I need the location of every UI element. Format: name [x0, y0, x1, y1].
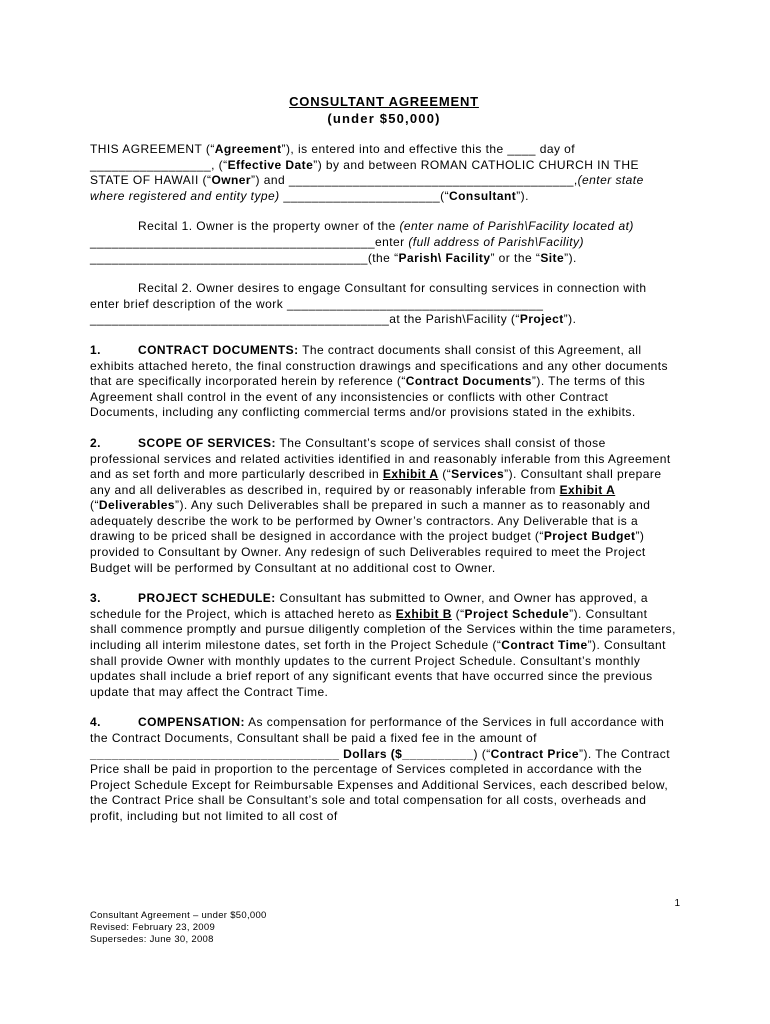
intro-text: ”) and ________________________________________, [251, 173, 578, 188]
section-number: 1. [90, 342, 101, 357]
section-heading: PROJECT SCHEDULE: [138, 591, 276, 606]
page-number: 1 [674, 898, 680, 909]
exhibit-reference: Exhibit A [559, 482, 616, 497]
intro-text: ”) by and between ROMAN CATHOLIC CHURCH IN THE STATE OF HAWAII (“ [90, 157, 639, 188]
intro-text: ”). [516, 188, 529, 203]
section-term: Contract Price [490, 746, 579, 761]
section-text: ”). The terms of this Agreement shall control in the event of any inconsistencies or conflicts with other Contract Documents, including any conflicting commercial terms and/or provisions stated in the exhibits. [90, 374, 646, 420]
section-text: ”). The Contract Price shall be paid in proportion to the percentage of Services completed in accordance with the Project Schedule Except for Reimbursable Expenses and Additional Services, each described below, the Contract Price shall be Consultant’s sole and total compensation for all costs, overheads and profit, including but not limited to all cost of [90, 746, 671, 823]
spacer [90, 328, 678, 343]
spacer [90, 576, 678, 591]
spacer [90, 421, 678, 436]
section-text: ”). Consultant shall provide Owner with monthly updates to the current Project Schedule. Consultant’s monthly updates shall include a brief report of any significant events that have occurred since the previous update that may affect the Contract Time. [90, 638, 666, 699]
recital-instruction: (full address of Parish\Facility) [408, 234, 584, 249]
recital-instruction: (enter name of Parish\Facility located at) [399, 219, 634, 234]
recital-term-project: Project [519, 312, 564, 327]
section-text: (“ [90, 498, 99, 513]
section-text: Consultant has submitted to Owner, and Owner has approved, a schedule for the Project, which is attached hereto as [90, 591, 648, 621]
section-2 [90, 436, 678, 576]
section-heading: SCOPE OF SERVICES: [138, 435, 276, 450]
section-3 [90, 591, 678, 700]
section-term: Contract Documents [405, 374, 532, 389]
document-title: CONSULTANT AGREEMENT [289, 94, 479, 109]
footer-title: Consultant Agreement – under $50,000 [90, 910, 267, 921]
section-1 [90, 343, 678, 421]
recital-text: ”). [563, 312, 577, 327]
intro-instruction: (enter state where registered and entity type) [90, 173, 644, 203]
section-heading: COMPENSATION: [138, 715, 245, 730]
document-subtitle: (under $50,000) [327, 111, 441, 126]
section-amount-blank: ___________________________________ Dollars ($__________ [90, 746, 474, 761]
spacer [90, 700, 678, 715]
section-text: ”). Consultant shall prepare any and all deliverables as described in, required by or reasonably inferable from [90, 467, 662, 497]
intro-term-consultant: Consultant [449, 188, 517, 203]
section-text: As compensation for performance of the Services in full accordance with the Contract Documents, Consultant shall be paid a fixed fee in the amount of [90, 715, 665, 745]
intro-term-agreement: Agreement [214, 142, 282, 156]
recital-2 [90, 281, 678, 328]
recital-text: Recital 1. Owner is the property owner of the [138, 219, 400, 234]
section-text: (“ [438, 467, 452, 482]
intro-text: THIS AGREEMENT (“ [90, 142, 215, 156]
intro-term-owner: Owner [211, 173, 252, 188]
exhibit-reference: Exhibit A [382, 467, 439, 482]
section-text: The contract documents shall consist of this Agreement, all exhibits attached hereto, the final construction drawings and specifications and any other documents that are specifically incorporated herein by reference (“ [90, 342, 668, 389]
recital-text: _______________________________________(the “ [90, 250, 399, 265]
recital-1 [90, 219, 678, 266]
section-number: 3. [90, 591, 101, 606]
section-text: ”) provided to Consultant by Owner. Any redesign of such Deliverables required to meet the Project Budget will be performed by Consultant at no additional cost to Owner. [90, 529, 646, 575]
recital-text: ” or the “ [490, 250, 541, 265]
recital-text: Recital 2. Owner desires to engage Consultant for consulting services in connection with enter brief description of the work ____________________________________ __________________________________________at the Parish\Facility (“ [90, 281, 647, 327]
section-heading: CONTRACT DOCUMENTS: [138, 342, 299, 357]
recital-term-parish-facility: Parish\ Facility [398, 250, 491, 265]
section-text: ) (“ [473, 746, 491, 761]
section-term: Contract Time [501, 638, 588, 653]
section-number: 2. [90, 435, 101, 450]
section-text: ”). Any such Deliverables shall be prepared in such a manner as to reasonably and adequately describe the work to be performed by Owner’s contractors. Any Deliverable that is a drawing to be priced shall be designed in accordance with the project budget (“ [90, 498, 651, 544]
section-text: ”). Consultant shall commence promptly and pursue diligently completion of the Services within the time parameters, including all interim milestone dates, set forth in the Project Schedule (“ [90, 606, 676, 653]
intro-text: ______________________(“ [279, 188, 450, 203]
recital-text: ”). [564, 250, 577, 265]
section-text: (“ [451, 606, 465, 621]
section-4 [90, 715, 678, 824]
section-text: The Consultant’s scope of services shall consist of those professional services and related activities identified in and reasonably inferable from this Agreement and as set forth and more particularly described in [90, 435, 671, 482]
section-term: Deliverables [98, 498, 176, 513]
recital-text: ________________________________________enter [90, 234, 409, 249]
footer-supersedes: Supersedes: June 30, 2008 [90, 934, 214, 945]
document-footer [90, 910, 678, 946]
intro-term-effective-date: Effective Date [227, 157, 314, 172]
spacer [90, 204, 678, 219]
footer-revised: Revised: February 23, 2009 [90, 922, 216, 933]
intro-paragraph [90, 142, 678, 204]
document-page [90, 94, 678, 825]
spacer [90, 127, 678, 142]
section-term: Services [451, 467, 505, 482]
exhibit-reference: Exhibit B [395, 606, 452, 621]
section-number: 4. [90, 715, 101, 730]
intro-text: ”), is entered into and effective this the ____ day of _________________, (“ [90, 142, 576, 172]
spacer [90, 266, 678, 281]
section-term: Project Schedule [464, 606, 570, 621]
section-term: Project Budget [543, 529, 636, 544]
recital-term-site: Site [540, 250, 565, 265]
